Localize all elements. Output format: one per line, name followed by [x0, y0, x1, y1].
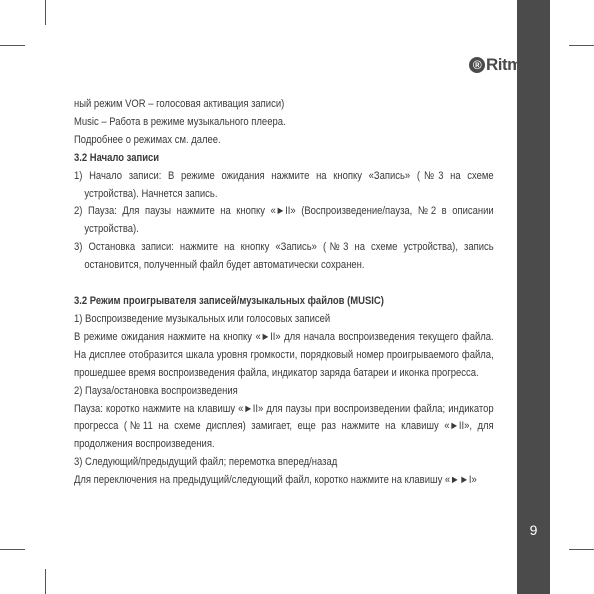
- page-content: [74, 96, 494, 490]
- crop-mark: [0, 549, 25, 550]
- page-sidebar-band: [517, 0, 550, 594]
- paragraph: В режиме ожидания нажмите на кнопку «►II» для начала воспроизведения текущего файла. На дисплее отобразится шкала уровня громкости, порядковый номер проигрываемого файла, прошедшее время воспроизведения файла, индикатор заряда батареи и иконка прогресса.: [74, 330, 494, 379]
- list-item: 3) Остановка записи: нажмите на кнопку «Запись» (№3 на схеме устройства), запись остановится, полученный файл будет автоматически сохранен.: [74, 241, 494, 272]
- text-line: Подробнее о режимах см. далее.: [74, 133, 221, 146]
- text-line: ный режим VOR – голосовая активация записи): [74, 98, 285, 110]
- subheading: 3) Следующий/предыдущий файл; перемотка вперед/назад: [74, 456, 338, 469]
- list-item: 2) Пауза: Для паузы нажмите на кнопку «►II» (Воспроизведение/пауза, №2 в описании устройства).: [74, 205, 494, 236]
- text-line: Music – Работа в режиме музыкального плеера.: [74, 115, 286, 128]
- section-heading: 3.2 Начало записи: [74, 151, 160, 164]
- section-heading: 3.2 Режим проигрывателя записей/музыкальных файлов (MUSIC): [74, 295, 384, 308]
- subheading: 2) Пауза/остановка воспроизведения: [74, 384, 238, 397]
- subheading: 1) Воспроизведение музыкальных или голосовых записей: [74, 312, 331, 325]
- page-number: 9: [529, 522, 538, 538]
- crop-mark: [45, 0, 46, 25]
- logo-mark-icon: ®: [469, 57, 485, 73]
- paragraph: Для переключения на предыдущий/следующий файл, коротко нажмите на клавишу «►►I»: [74, 474, 477, 487]
- paragraph: Пауза: коротко нажмите на клавишу «►II» для паузы при воспроизведении файла; индикатор прогресса (№11 на схеме дисплея) замигает, еще раз нажмите на клавишу «►II», для продолжения воспроизведения.: [74, 402, 494, 451]
- list-item: 1) Начало записи: В режиме ожидания нажмите на кнопку «Запись» (№3 на схеме устройства). Начнется запись.: [74, 169, 494, 200]
- crop-mark: [0, 45, 25, 46]
- crop-mark: [569, 45, 594, 46]
- spacer: [74, 275, 494, 293]
- brand-logo: [469, 54, 535, 76]
- crop-mark: [45, 569, 46, 594]
- brand-name: Ritmix: [486, 55, 535, 74]
- crop-mark: [569, 549, 594, 550]
